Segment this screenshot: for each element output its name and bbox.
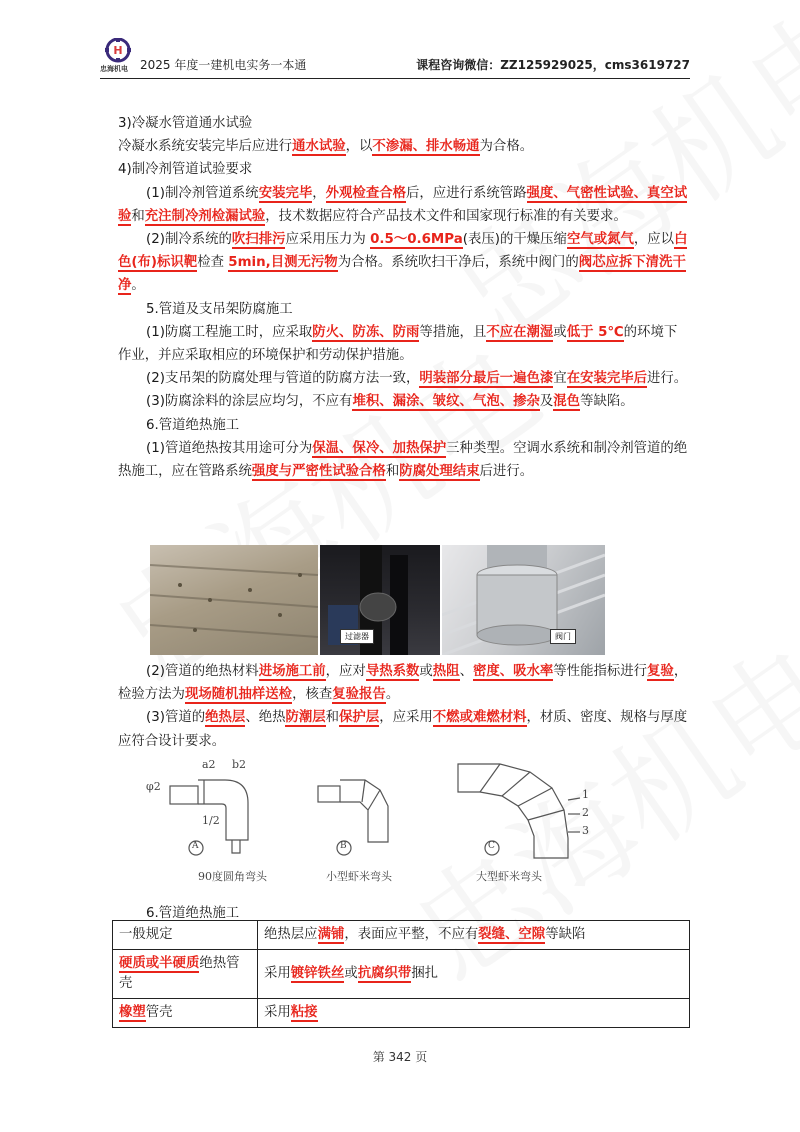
valve-label: 阀门: [550, 629, 576, 644]
heading-anticorrosion: 5.管道及支吊架防腐施工: [146, 301, 293, 317]
row-content: 采用粘接: [258, 999, 690, 1028]
paragraph: (1)制冷剂管道系统安装完毕，外观检查合格后，应进行系统管路强度、气密性试验、真空试验和充注制冷剂检漏试验，技术数据应符合产品技术文件和国家现行标准的有关要求。: [118, 185, 688, 224]
heading-insulation: 6.管道绝热施工: [146, 417, 240, 433]
logo-text: 忠海机电: [100, 65, 128, 73]
caption-large-mitred-elbow: 大型虾米弯头: [476, 870, 542, 883]
heading-condensate-test: 3)冷凝水管道通水试验: [118, 116, 253, 131]
table-row: [113, 999, 690, 1028]
layer-2: 2: [582, 806, 589, 819]
photo-strip: [150, 545, 605, 655]
layer-1: 1: [582, 788, 589, 801]
paragraph: (1)管道绝热按其用途可分为保温、保冷、加热保护三种类型。空调水系统和制冷剂管道的绝热施工，应在管路系统强度与严密性试验合格和防腐处理结束后进行。: [118, 440, 688, 480]
table-row: [113, 921, 690, 950]
label-half: 1/2: [202, 814, 220, 827]
main-content: [118, 112, 690, 483]
label-a2: a2: [202, 758, 216, 771]
filter-label: 过滤器: [340, 629, 374, 644]
row-label: 硬质或半硬质绝热管壳: [113, 950, 258, 999]
heading-refrigerant-test: 4)制冷剂管道试验要求: [118, 162, 253, 178]
label-b2: b2: [232, 758, 247, 771]
page-number: 第 342 页: [372, 1050, 428, 1064]
paragraph: 冷凝水系统安装完毕后应进行通水试验，以不渗漏、排水畅通为合格。: [118, 139, 534, 155]
caption-round-elbow: 90度圆角弯头: [198, 870, 267, 883]
row-label: 一般规定: [113, 921, 258, 950]
paragraph: (1)防腐工程施工时，应采取防火、防冻、防雨等措施，且不应在潮湿或低于 5℃的环境下作业，并应采取相应的环境保护和劳动保护措施。: [118, 324, 678, 364]
row-content: 采用镀锌铁丝或抗腐织带捆扎: [258, 950, 690, 999]
circle-label-b: B: [340, 841, 347, 851]
row-label: 橡塑管壳: [113, 999, 258, 1028]
header-contact: 课程咨询微信：ZZ125929025，cms3619727: [416, 58, 690, 72]
photo-valve: [442, 545, 605, 655]
photo-insulated-pipes: [150, 545, 318, 655]
paragraph: (2)支吊架的防腐处理与管道的防腐方法一致，明装部分最后一遍色漆宜在安装完毕后进行。: [146, 371, 688, 387]
paragraph: (3)管道的绝热层、绝热防潮层和保护层，应采用不燃或难燃材料，材质、密度、规格与厚度应符合设计要求。: [118, 710, 688, 749]
svg-text:H: H: [113, 44, 123, 57]
circle-label-a: A: [192, 841, 199, 851]
logo: [100, 38, 136, 74]
circle-label-c: C: [488, 841, 495, 851]
main-content-continued: [118, 660, 690, 753]
layer-3: 3: [582, 824, 589, 837]
paragraph: (2)制冷系统的吹扫排污应采用压力为 0.5～0.6MPa(表压)的干燥压缩空气或氮气，应以白色(布)标识靶检查 5min,目测无污物为合格。系统吹扫干净后，系统中阀门的阀芯应拆下清洗干净。: [118, 232, 688, 294]
header-title: 2025 年度一建机电实务一本通: [140, 58, 307, 72]
table-row: [113, 950, 690, 999]
table-title: 6.管道绝热施工: [146, 906, 240, 921]
paragraph: (2)管道的绝热材料进场施工前，应对导热系数或热阻、密度、吸水率等性能指标进行复验，检验方法为现场随机抽样送检，核查复验报告。: [118, 664, 688, 703]
elbow-diagrams: [140, 758, 600, 888]
page-header: [100, 38, 690, 79]
row-content: 绝热层应满铺，表面应平整，不应有裂缝、空隙等缺陷: [258, 921, 690, 950]
photo-filter: [320, 545, 440, 655]
label-phi2: φ2: [146, 780, 161, 793]
paragraph: (3)防腐涂料的涂层应均匀，不应有堆积、漏涂、皱纹、气泡、掺杂及混色等缺陷。: [146, 394, 634, 410]
insulation-table: [112, 920, 690, 1028]
caption-small-mitred-elbow: 小型虾米弯头: [326, 870, 392, 883]
